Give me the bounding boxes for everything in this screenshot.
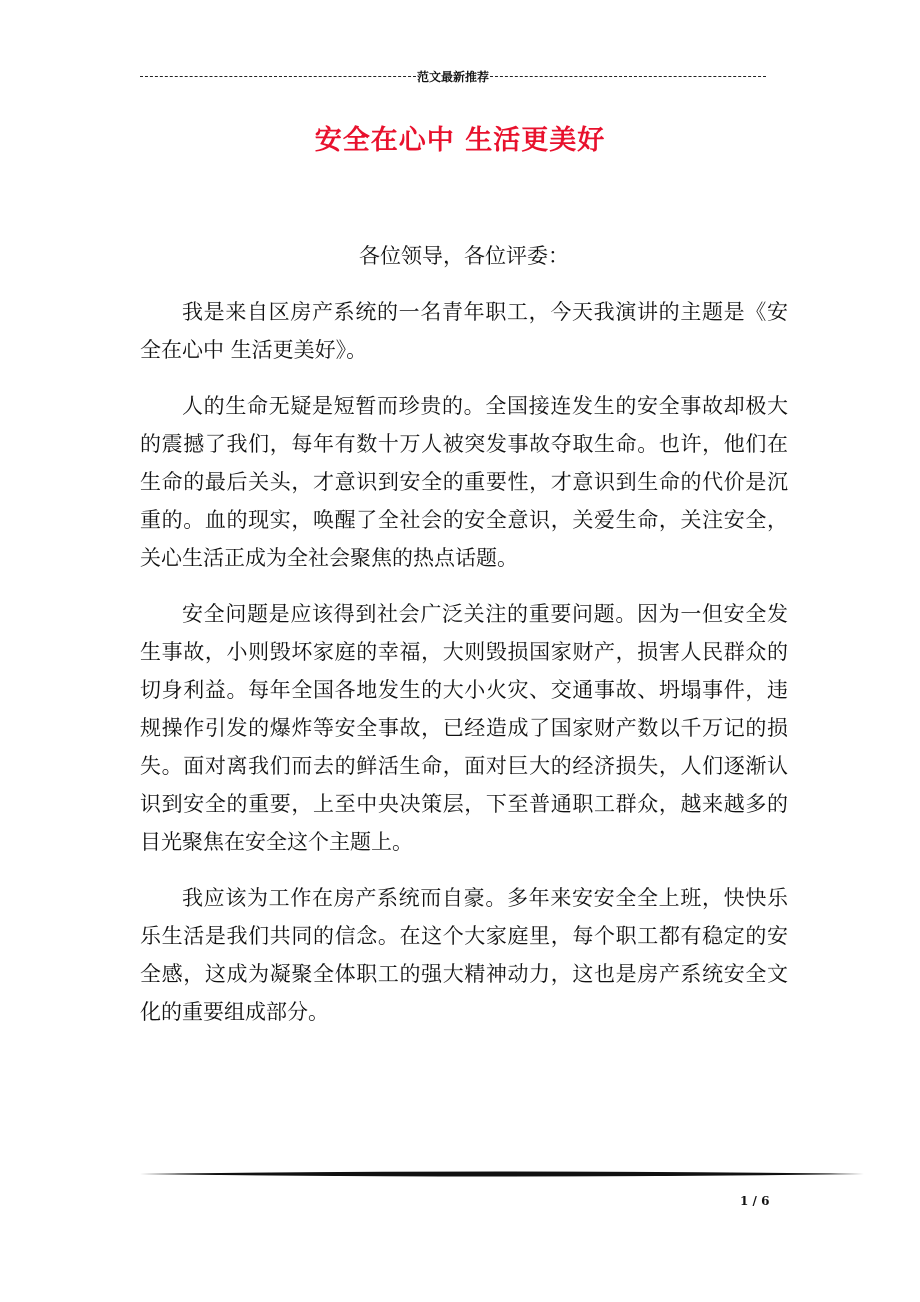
greeting: 各位领导，各位评委： <box>359 244 569 268</box>
header-label: 范文最新推荐 <box>417 69 490 84</box>
paragraph-3: 安全问题是应该得到社会广泛关注的重要问题。因为一但安全发生事故，小则毁坏家庭的幸福，大则毁损国家财产，损害人民群众的切身利益。每年全国各地发生的大小火灾、交通事故、坍塌事件，违规操作引发的爆炸等安全事故，已经造成了国家财产数以千万记的损失。面对离我们而去的鲜活生命，面对巨大的经济损失，人们逐渐认识到安全的重要，上至中央决策层，下至普通职工群众，越来越多的目光聚焦在安全这个主题上。 <box>140 602 788 854</box>
footer-rule <box>140 1170 864 1178</box>
page-number: 1 / 6 <box>740 1194 770 1208</box>
document-title: 安全在心中 生活更美好 <box>314 125 606 156</box>
paragraph-4: 我应该为工作在房产系统而自豪。多年来安安全全上班，快快乐乐生活是我们共同的信念。在这个大家庭里，每个职工都有稳定的安全感，这成为凝聚全体职工的强大精神动力，这也是房产系统安全文化的重要组成部分。 <box>140 886 788 1024</box>
paragraph-1: 我是来自区房产系统的一名青年职工，今天我演讲的主题是《安全在心中 生活更美好》。 <box>140 300 788 362</box>
header-dash-left <box>140 76 416 77</box>
header-dash-right <box>490 76 766 77</box>
document-body <box>140 237 788 1049</box>
page-header <box>140 66 766 86</box>
paragraph-2: 人的生命无疑是短暂而珍贵的。全国接连发生的安全事故却极大的震撼了我们，每年有数十万人被突发事故夺取生命。也许，他们在生命的最后关头，才意识到安全的重要性，才意识到生命的代价是沉重的。血的现实，唤醒了全社会的安全意识，关爱生命，关注安全，关心生活正成为全社会聚焦的热点话题。 <box>140 394 788 570</box>
